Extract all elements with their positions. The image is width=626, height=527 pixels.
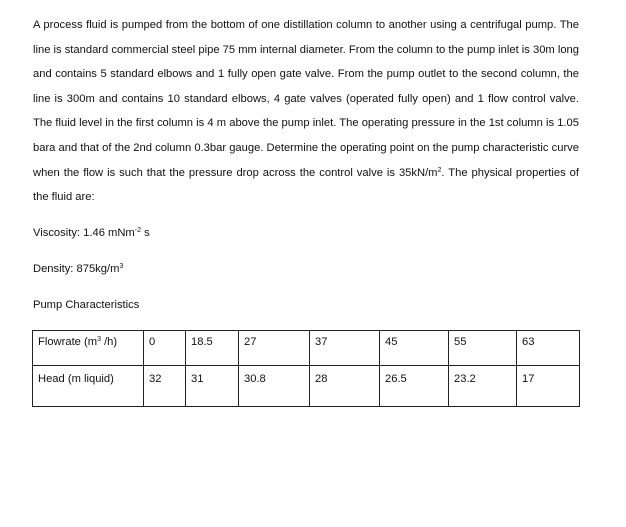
problem-unit-superscript: 2 [437, 166, 442, 174]
density-label: Density: 875kg/m [33, 263, 120, 275]
head-header-cell: Head (m liquid) [33, 366, 144, 407]
flowrate-cell: 63 [517, 331, 580, 366]
head-cell: 28 [310, 366, 380, 407]
problem-statement [33, 13, 579, 210]
head-cell: 17 [517, 366, 580, 407]
flowrate-label-exponent: 3 [97, 336, 101, 343]
flowrate-label: Flowrate (m [38, 336, 98, 348]
flowrate-cell: 27 [239, 331, 310, 366]
flowrate-cell: 18.5 [186, 331, 239, 366]
flowrate-header-cell [33, 331, 144, 366]
viscosity-exponent: -2 [134, 227, 141, 234]
density-exponent: 3 [119, 263, 124, 270]
viscosity-suffix: s [141, 227, 150, 239]
pump-characteristics-heading: Pump Characteristics [33, 299, 140, 311]
viscosity-label: Viscosity: 1.46 mNm [33, 227, 135, 239]
flowrate-label-suffix: /h) [100, 336, 118, 348]
density-line [33, 263, 123, 275]
flowrate-cell: 55 [449, 331, 517, 366]
head-cell: 30.8 [239, 366, 310, 407]
flowrate-cell: 37 [310, 331, 380, 366]
head-cell: 32 [144, 366, 186, 407]
head-cell: 26.5 [380, 366, 449, 407]
problem-text-end: . The physical properties of the fluid are: [33, 166, 579, 204]
flowrate-cell: 45 [380, 331, 449, 366]
head-cell: 31 [186, 366, 239, 407]
head-cell: 23.2 [449, 366, 517, 407]
pump-characteristics-table [32, 330, 580, 407]
table-row-flowrate [33, 331, 580, 366]
viscosity-line [33, 227, 150, 239]
problem-text: A process fluid is pumped from the bottom of one distillation column to another using a centrifugal pump. The line is standard commercial steel pipe 75 mm internal diameter. From the column to the pump inlet is 30m long and contains 5 standard elbows and 1 fully open gate valve. From the pump outlet to the second column, the line is 300m and contains 10 standard elbows, 4 gate valves (operated fully open) and 1 flow control valve. The fluid level in the first column is 4 m above the pump inlet. The operating pressure in the 1st column is 1.05 bara and that of the 2nd column 0.3bar gauge. Determine the operating point on the pump characteristic curve when the flow is such that the pressure drop across the control valve is 35kN/m [33, 19, 579, 179]
flowrate-cell: 0 [144, 331, 186, 366]
table-row-head [33, 366, 580, 407]
